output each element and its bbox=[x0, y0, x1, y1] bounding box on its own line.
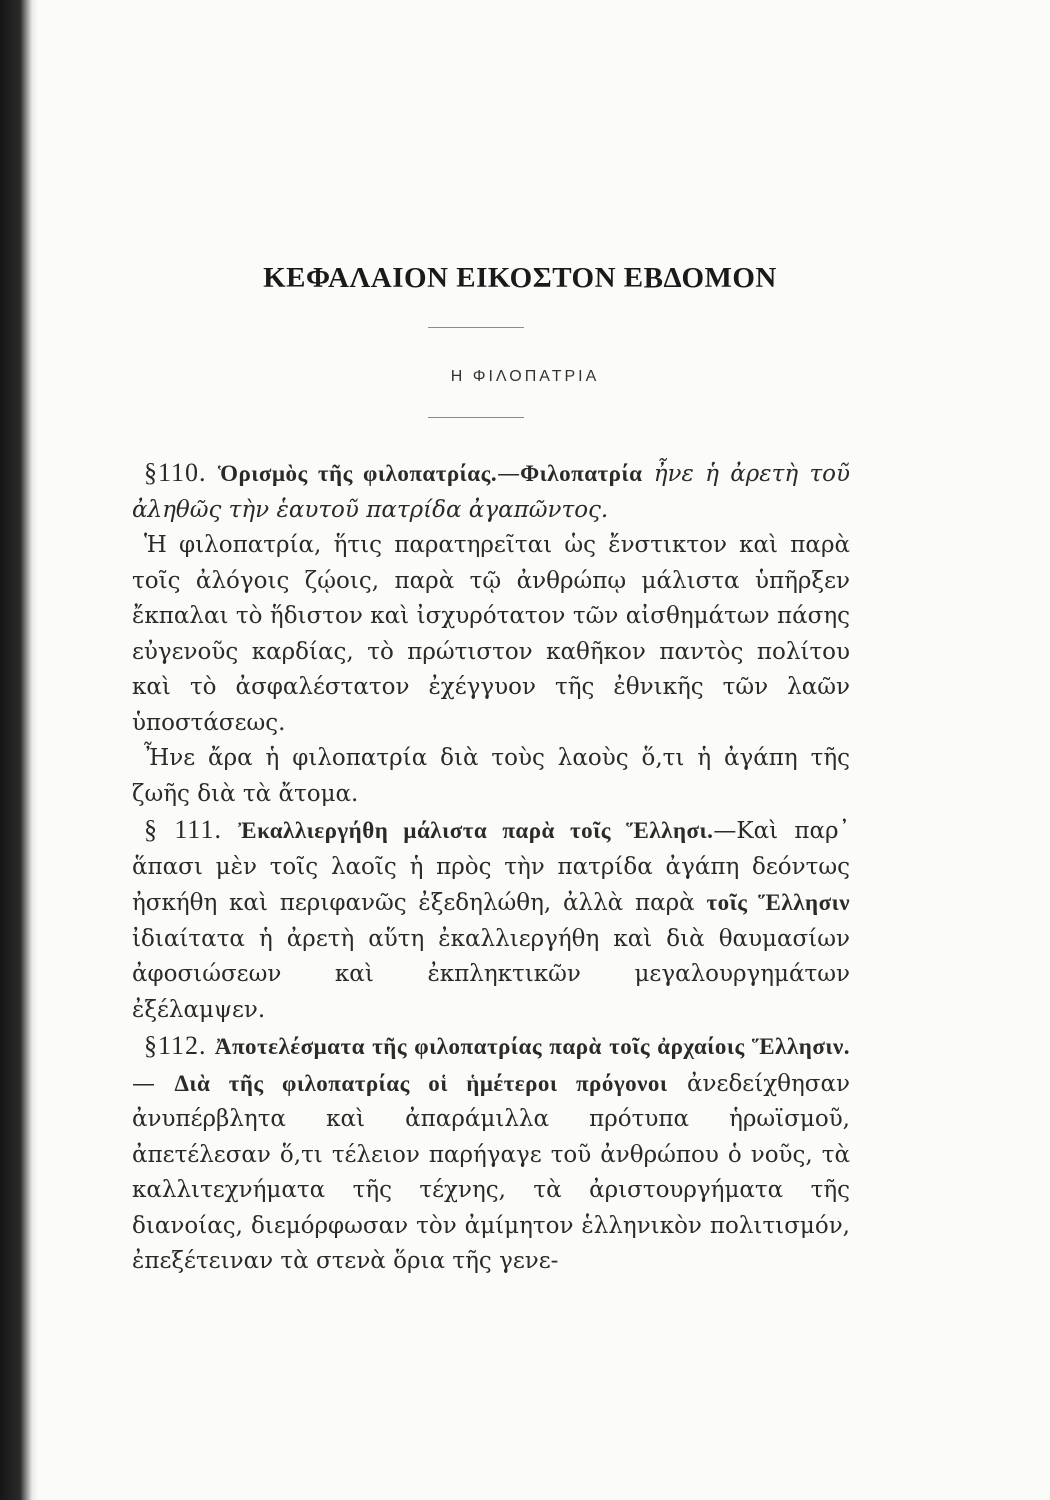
section-dash: — bbox=[713, 818, 737, 844]
paragraph: Ἦνε ἄρα ἡ φιλοπατρία διὰ τοὺς λαοὺς ὅ,τι ἡ ἀγάπη τῆς ζωῆς διὰ τὰ ἄτομα. bbox=[132, 745, 850, 807]
divider-bottom bbox=[428, 417, 524, 418]
section-definition: ἦνε ἡ ἀρετὴ τοῦ ἀληθῶς τὴν ἑαυτοῦ πατρίδα ἀγαπῶντος. bbox=[132, 461, 851, 523]
section-number: §110. bbox=[144, 458, 207, 487]
section-lead: Φιλοπατρία bbox=[520, 461, 643, 486]
section-lead: Διὰ τῆς φιλοπατρίας οἱ ἡμέτεροι πρόγονοι bbox=[174, 1070, 668, 1096]
section-112-paragraph bbox=[132, 1028, 850, 1280]
divider-top bbox=[428, 327, 524, 328]
scan-frame-edge bbox=[0, 0, 38, 1500]
paragraph: Ἡ φιλοπατρία, ἥτις παρατηρεῖται ὡς ἔνστικτον καὶ παρὰ τοῖς ἀλόγοις ζῴοις, παρὰ τῷ ἀνθρώπῳ μάλιστα ὑπῆρξεν ἔκπαλαι τὸ ἥδιστον καὶ ἰσχυρότατον τῶν αἰσθημάτων πάσης εὐγενοῦς καρδίας, τὸ πρώτιστον καθῆκον παντὸς πολίτου καὶ τὸ ἀσφαλέστατον ἐχέγγυον τῆς ἐθνικῆς τῶν λαῶν ὑποστάσεως. bbox=[132, 532, 850, 736]
section-number: § 111. bbox=[144, 815, 222, 844]
section-heading: Ἐκαλλιεργήθη μάλιστα παρὰ τοῖς Ἕλλησι. bbox=[238, 818, 714, 843]
inline-bold: τοῖς Ἕλλησιν bbox=[706, 890, 851, 915]
section-dash: — bbox=[497, 461, 521, 487]
section-110-heading-paragraph bbox=[132, 455, 850, 528]
chapter-title: ΚΕΦΑΛΑΙΟΝ ΕΙΚΟΣΤΟΝ ΕΒΔΟΜΟΝ bbox=[263, 262, 777, 294]
chapter-subtitle: Η ΦΙΛΟΠΑΤΡΙΑ bbox=[450, 368, 600, 385]
section-number: §112. bbox=[144, 1031, 207, 1060]
section-dash: — bbox=[132, 1070, 155, 1097]
section-heading: Ἀποτελέσματα τῆς φιλοπατρίας παρὰ τοῖς ἀρχαίοις Ἕλλησιν. bbox=[214, 1034, 850, 1059]
section-text: Καὶ παρ᾿ ἅπασι μὲν τοῖς λαοῖς ἡ πρὸς τὴν πατρίδα ἀγάπη δεόντως ἠσκήθη καὶ περιφανῶς ἐξεδηλώθη, ἀλλὰ παρὰ bbox=[132, 818, 851, 916]
section-text: ἀνεδείχθησαν ἀνυπέρβλητα καὶ ἀπαράμιλλα πρότυπα ἡρωϊσμοῦ, ἀπετέλεσαν ὅ,τι τέλειον παρήγαγε τοῦ ἀνθρώπου ὁ νοῦς, τὰ καλλιτεχνήματα τῆς τέχνης, τὰ ἀριστουργήματα τῆς διανοίας, διεμόρφωσαν τὸν ἀμίμητον ἑλληνικὸν πολιτισμόν, ἐπεξέτειναν τὰ στενὰ ὅρια τῆς γενε- bbox=[132, 1070, 851, 1274]
section-heading: Ὁρισμὸς τῆς φιλοπατρίας. bbox=[217, 461, 498, 486]
page-body bbox=[132, 455, 850, 1280]
section-111-paragraph bbox=[132, 812, 850, 1028]
section-text: ἰδιαίτατα ἡ ἀρετὴ αὕτη ἐκαλλιεργήθη καὶ διὰ θαυμασίων ἀφοσιώσεων καὶ ἐκπληκτικῶν μεγαλουργημάτων ἐξέλαμψεν. bbox=[132, 925, 850, 1023]
